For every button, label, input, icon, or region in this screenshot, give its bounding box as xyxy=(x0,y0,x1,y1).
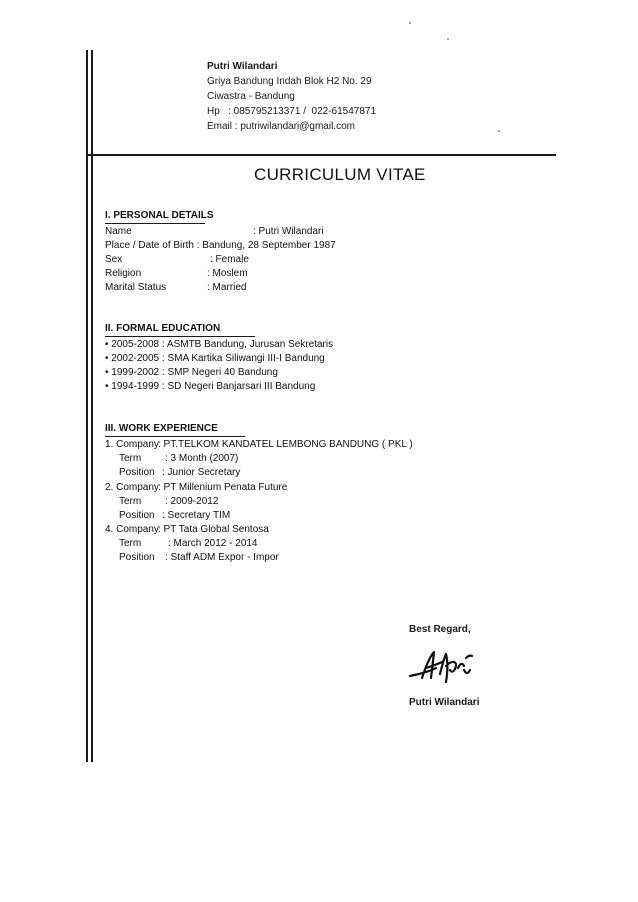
left-border-line-outer xyxy=(86,50,88,762)
job-position xyxy=(119,467,240,479)
job-position-label: Position xyxy=(119,510,155,521)
job-term-label: Term xyxy=(119,496,142,507)
job-position xyxy=(119,552,279,564)
job-position-value: : Staff ADM Expor - Impor xyxy=(165,552,279,563)
education-years: • 1999-2002 xyxy=(105,367,160,378)
job-term-label: Term xyxy=(119,538,142,549)
job-position-value: : Junior Secretary xyxy=(162,467,241,478)
header-phone: Hp : 085795213371 / 022-61547871 xyxy=(207,106,377,117)
closing-greeting: Best Regard, xyxy=(409,624,471,635)
personal-row-religion xyxy=(105,268,248,280)
job-company xyxy=(105,524,269,536)
personal-row-marital xyxy=(105,282,246,294)
signature-icon xyxy=(406,644,476,686)
education-school: : SMA Kartika Siliwangi III-I Bandung xyxy=(161,353,325,364)
personal-details-heading: I. PERSONAL DETAILS xyxy=(105,210,205,224)
personal-row-birth xyxy=(105,240,336,252)
education-item xyxy=(105,339,333,351)
document-title: CURRICULUM VITAE xyxy=(254,165,426,184)
header-name: Putri Wilandari xyxy=(207,61,278,72)
header-email: Email : putriwilandari@gmail.com xyxy=(207,121,355,132)
education-item xyxy=(105,381,315,393)
education-school: : SD Negeri Banjarsari III Bandung xyxy=(161,381,316,392)
job-position-value: : Secretary TIM xyxy=(162,510,231,521)
job-position xyxy=(119,510,230,522)
education-school: : ASMTB Bandung, Jurusan Sekretaris xyxy=(161,339,334,350)
education-item xyxy=(105,367,278,379)
formal-education-heading: II. FORMAL EDUCATION xyxy=(105,323,255,337)
left-border-line-inner xyxy=(91,50,93,762)
job-term xyxy=(119,453,238,465)
job-company-label: 2. Company xyxy=(105,482,159,493)
scan-speck xyxy=(409,22,411,24)
scan-speck xyxy=(447,38,449,40)
work-experience-heading: III. WORK EXPERIENCE xyxy=(105,423,245,437)
job-position-label: Position xyxy=(119,467,155,478)
job-term xyxy=(119,496,218,508)
personal-label: Name xyxy=(105,226,132,237)
header-address-line1: Griya Bandung Indah Blok H2 No. 29 xyxy=(207,76,372,87)
job-company-value: : PT Millenium Penata Future xyxy=(158,482,288,493)
job-company xyxy=(105,439,413,451)
job-term-label: Term xyxy=(119,453,142,464)
personal-value: : Putri Wilandari xyxy=(253,226,324,237)
personal-row-name xyxy=(105,226,324,238)
job-company-value: : PT Tata Global Sentosa xyxy=(158,524,269,535)
personal-label: Place / Date of Birth xyxy=(105,240,194,251)
education-school: : SMP Negeri 40 Bandung xyxy=(161,367,278,378)
education-years: • 1994-1999 xyxy=(105,381,160,392)
job-term xyxy=(119,538,258,550)
scan-speck xyxy=(498,130,500,132)
job-company xyxy=(105,482,287,494)
education-years: • 2005-2008 xyxy=(105,339,160,350)
personal-label: Marital Status xyxy=(105,282,167,293)
personal-value: : Female xyxy=(210,254,249,265)
job-term-value: : 2009-2012 xyxy=(165,496,219,507)
job-company-label: 1. Company xyxy=(105,439,159,450)
job-position-label: Position xyxy=(119,552,155,563)
job-company-label: 4. Company xyxy=(105,524,159,535)
header-divider-line xyxy=(86,154,556,156)
job-company-value: : PT.TELKOM KANDATEL LEMBONG BANDUNG ( PKL ) xyxy=(158,439,413,450)
personal-label: Religion xyxy=(105,268,142,279)
header-address-line2: Ciwastra - Bandung xyxy=(207,91,295,102)
education-item xyxy=(105,353,325,365)
job-term-value: : 3 Month (2007) xyxy=(165,453,239,464)
personal-row-sex xyxy=(105,254,249,266)
personal-value: : Moslem xyxy=(207,268,248,279)
closing-name: Putri Wilandari xyxy=(409,697,480,708)
job-term-value: : March 2012 - 2014 xyxy=(168,538,258,549)
personal-value: : Bandung, 28 September 1987 xyxy=(196,240,336,251)
personal-value: : Married xyxy=(207,282,247,293)
education-years: • 2002-2005 xyxy=(105,353,160,364)
personal-label: Sex xyxy=(105,254,123,265)
